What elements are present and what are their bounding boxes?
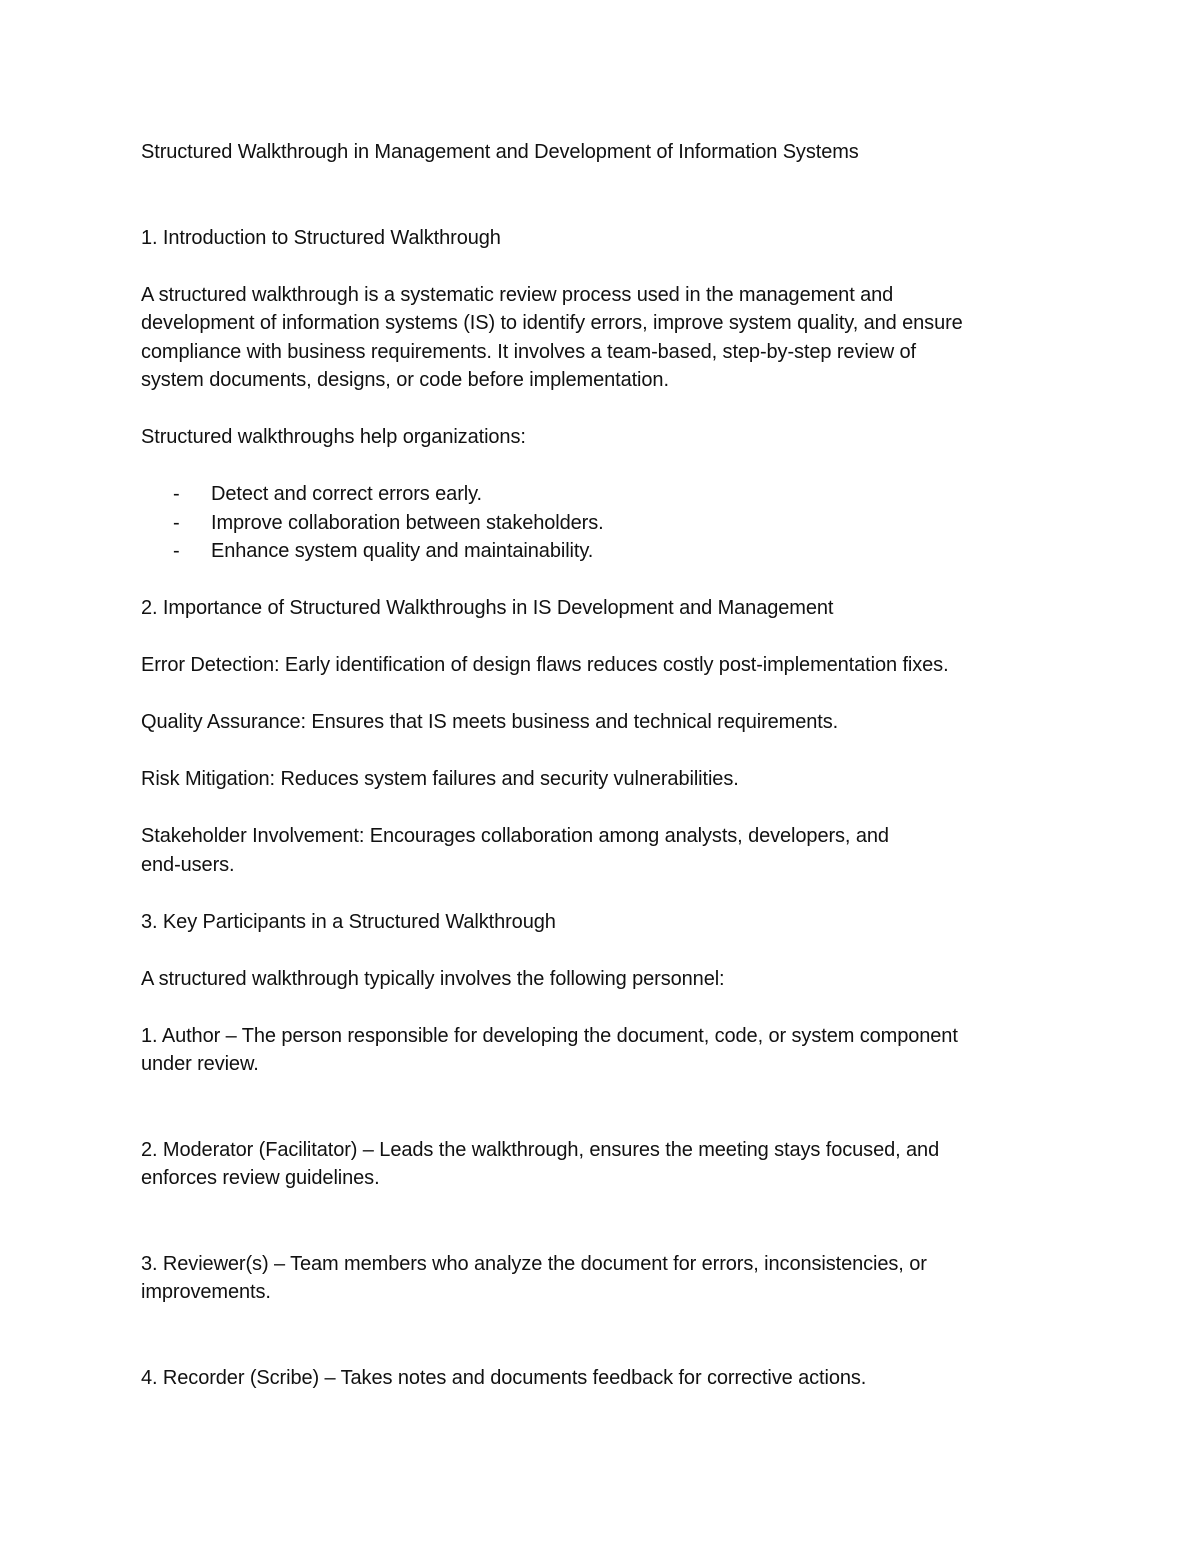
paragraph-line: enforces review guidelines. (141, 1167, 380, 1189)
paragraph-line: 3. Reviewer(s) – Team members who analyze the document for errors, inconsistencies, or (141, 1252, 927, 1275)
paragraph-line: Stakeholder Involvement: Encourages collaboration among analysts, developers, and (141, 825, 889, 847)
paragraph-line: under review. (141, 1053, 259, 1075)
document-title: Structured Walkthrough in Management and Development of Information Systems (141, 141, 859, 163)
risk-mitigation-item: Risk Mitigation: Reduces system failures and security vulnerabilities. (141, 768, 739, 790)
section-1-intro: Structured walkthroughs help organizations: (141, 426, 526, 448)
participant-reviewer (141, 1250, 1061, 1307)
list-item-text: Detect and correct errors early. (211, 483, 482, 505)
participant-recorder (141, 1364, 1061, 1393)
section-3-heading: 3. Key Participants in a Structured Walkthrough (141, 910, 556, 933)
quality-assurance-item: Quality Assurance: Ensures that IS meets business and technical requirements. (141, 711, 839, 733)
paragraph-line: A structured walkthrough is a systematic review process used in the management and (141, 283, 894, 306)
list-item (141, 480, 1061, 509)
paragraph-line: 1. Author – The person responsible for developing the document, code, or system component (141, 1024, 958, 1047)
paragraph-line: improvements. (141, 1281, 271, 1303)
section-3-intro: A structured walkthrough typically involves the following personnel: (141, 967, 725, 990)
list-item-text: Enhance system quality and maintainability. (211, 540, 594, 562)
paragraph-line: 2. Moderator (Facilitator) – Leads the walkthrough, ensures the meeting stays focused, and (141, 1138, 940, 1161)
paragraph-line: development of information systems (IS) to identify errors, improve system quality, and ensure (141, 312, 963, 334)
list-item (141, 509, 1061, 538)
error-detection-item: Error Detection: Early identification of design flaws reduces costly post-implementation fixes. (141, 654, 949, 676)
paragraph-line: end-users. (141, 853, 235, 876)
stakeholder-involvement-item (141, 822, 1061, 879)
participant-moderator (141, 1136, 1061, 1193)
dash-bullet: - (173, 511, 180, 534)
section-2-heading: 2. Importance of Structured Walkthroughs in IS Development and Management (141, 597, 834, 619)
benefits-list (141, 480, 1061, 566)
list-item (141, 537, 1061, 566)
section-1-paragraph (141, 281, 1061, 395)
document-body (141, 138, 1061, 1392)
dash-bullet: - (173, 483, 180, 505)
list-item-text: Improve collaboration between stakeholders. (211, 511, 604, 534)
dash-bullet: - (173, 540, 180, 562)
participant-author (141, 1022, 1061, 1079)
paragraph-line: system documents, designs, or code before implementation. (141, 369, 669, 391)
section-1-heading: 1. Introduction to Structured Walkthrough (141, 226, 501, 249)
paragraph-line: compliance with business requirements. It involves a team-based, step-by-step review of (141, 340, 916, 363)
paragraph-line: 4. Recorder (Scribe) – Takes notes and documents feedback for corrective actions. (141, 1366, 867, 1389)
